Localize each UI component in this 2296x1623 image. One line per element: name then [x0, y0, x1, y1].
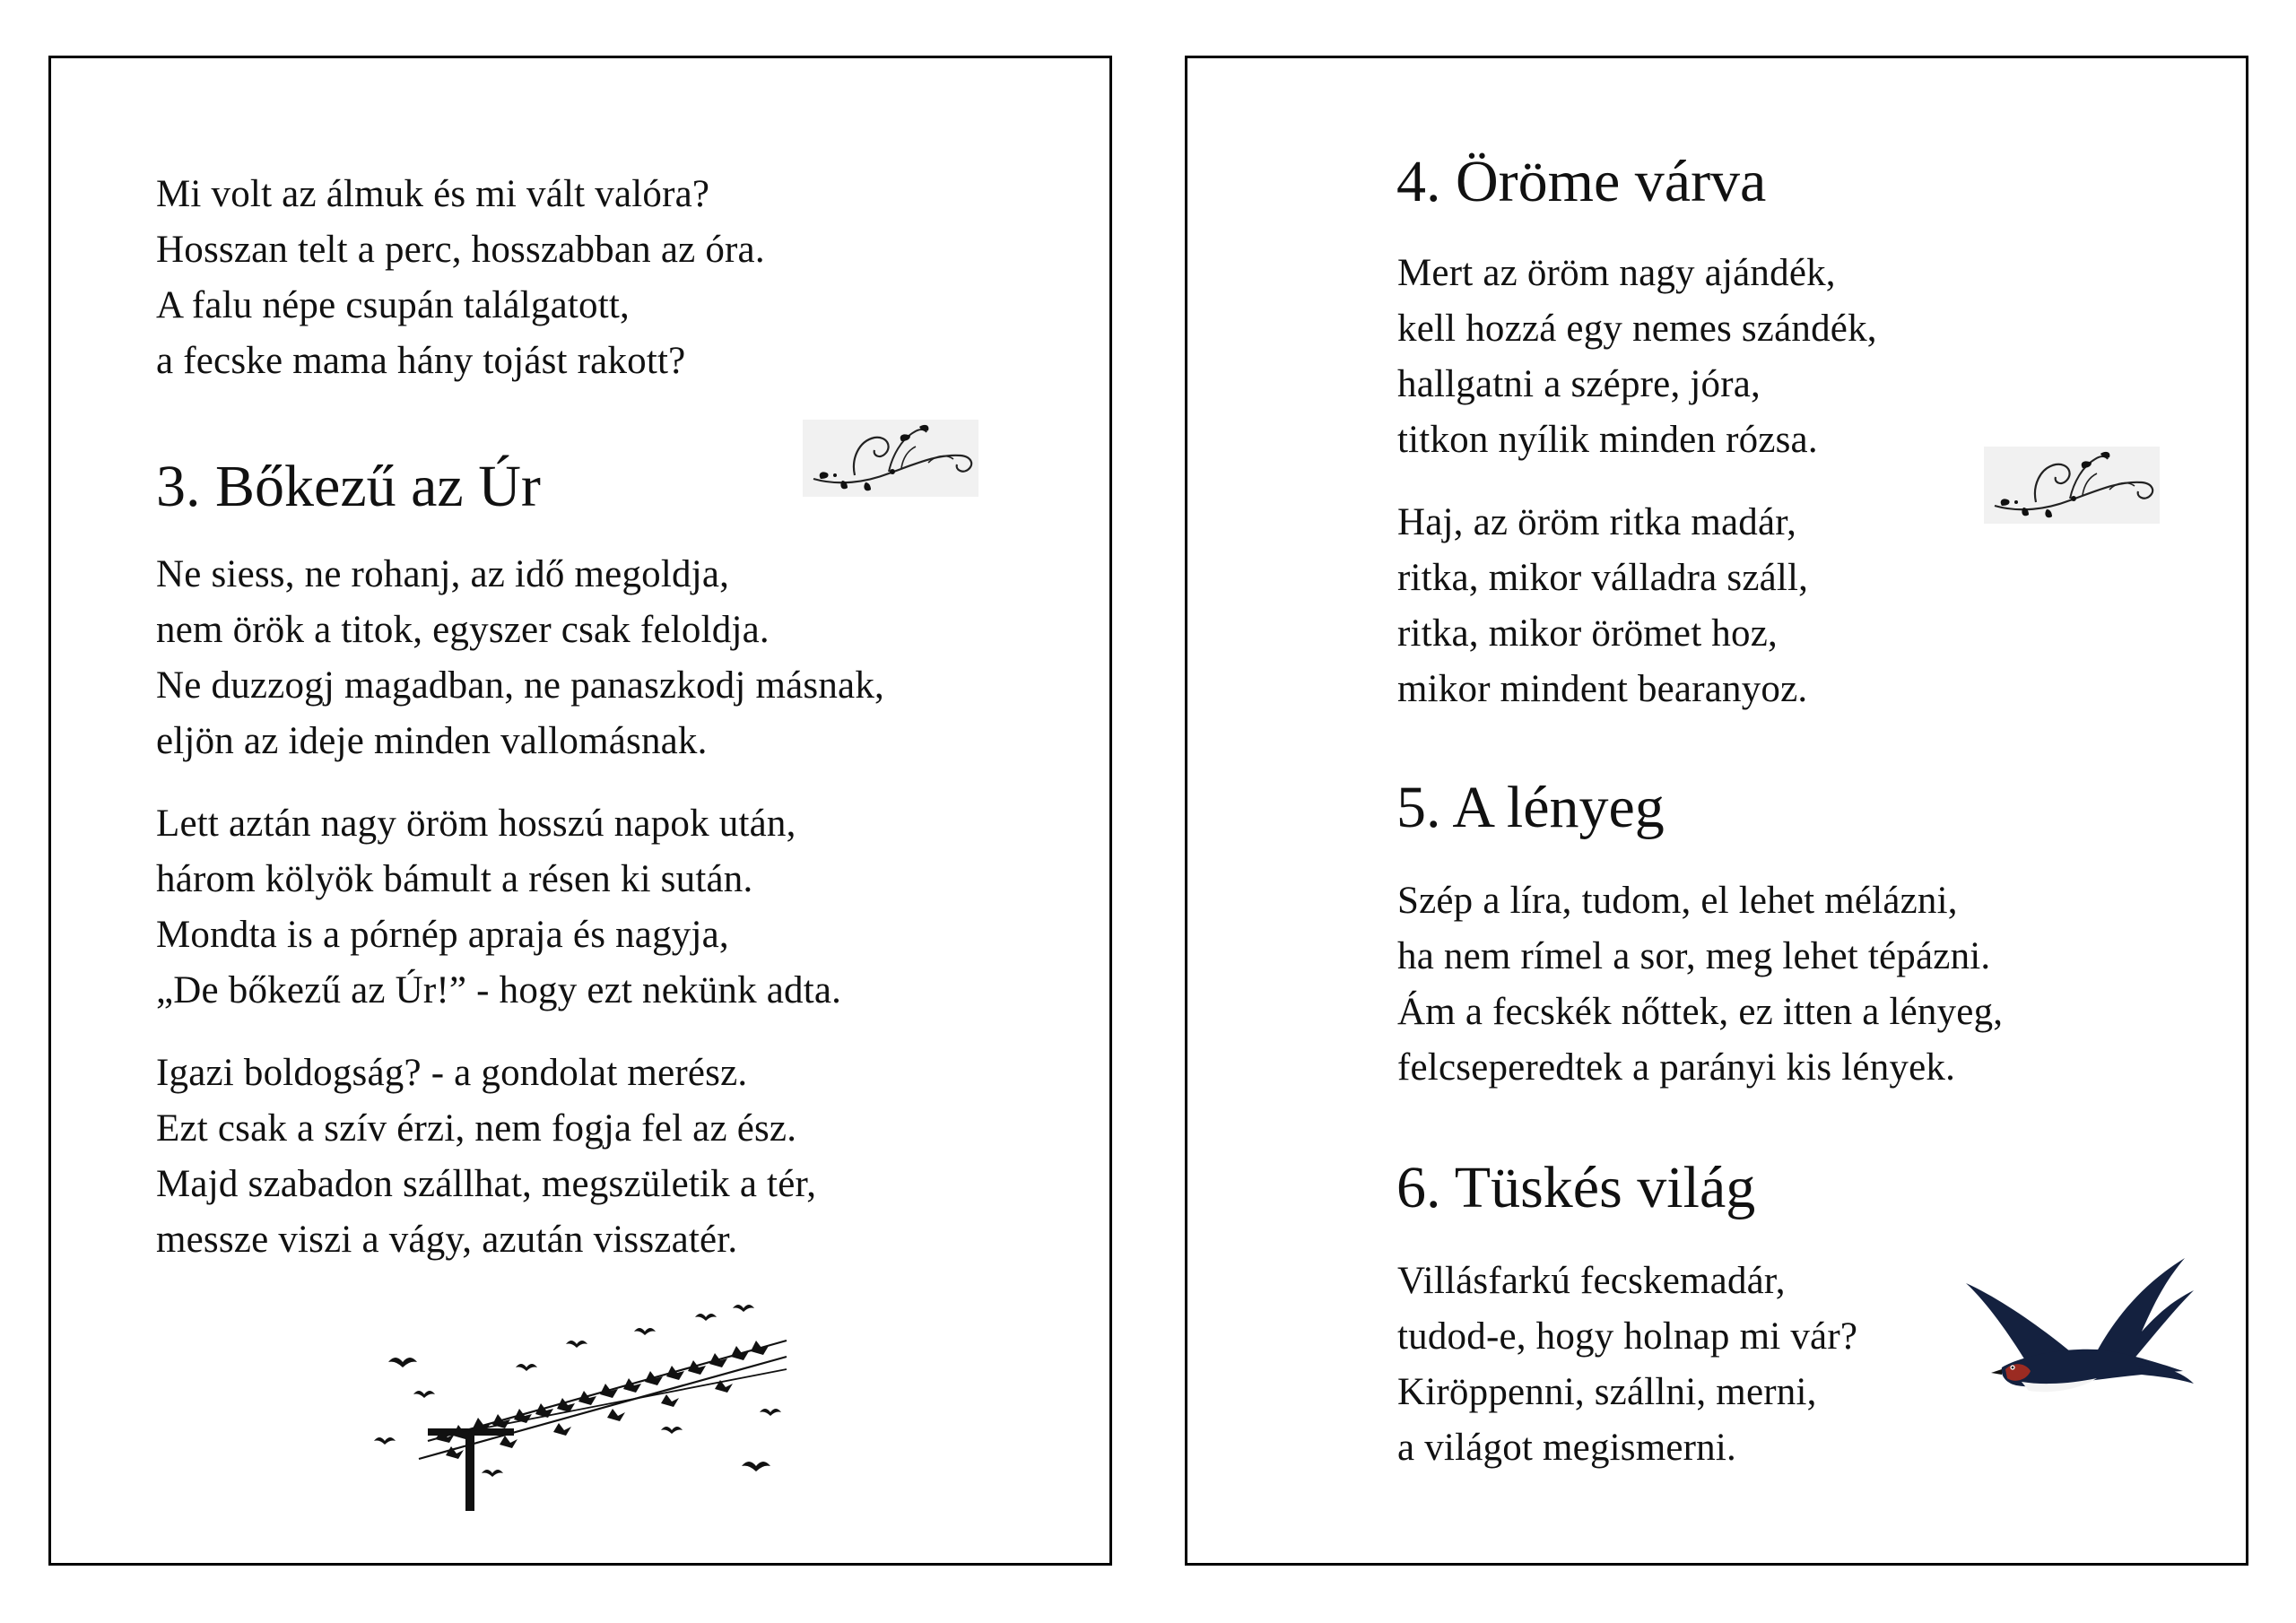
section-4-title: 4. Öröme várva [1396, 149, 1767, 214]
poem-line: a fecske mama hány tojást rakott? [156, 340, 686, 382]
floral-swirl-ornament-icon [1984, 447, 2160, 524]
poem-line: nem örök a titok, egyszer csak feloldja. [156, 609, 770, 651]
poem-line: Mi volt az álmuk és mi vált valóra? [156, 173, 710, 215]
poem-line: Majd szabadon szállhat, megszületik a tér, [156, 1163, 817, 1205]
poem-line: Haj, az öröm ritka madár, [1397, 501, 1797, 543]
right-page [1185, 56, 2248, 1566]
poem-line: Ezt csak a szív érzi, nem fogja fel az ész. [156, 1107, 797, 1150]
section-6-title: 6. Tüskés világ [1396, 1155, 1756, 1220]
poem-line: hallgatni a szépre, jóra, [1397, 363, 1761, 405]
right-page-content [1187, 58, 2246, 1563]
section-3-stanza-2 [156, 796, 841, 1019]
section-3-title: 3. Bőkezű az Úr [156, 454, 541, 519]
poem-line: ritka, mikor válladra száll, [1397, 557, 1809, 599]
poem-line: Villásfarkú fecskemadár, [1397, 1260, 1786, 1302]
poem-line: Hosszan telt a perc, hosszabban az óra. [156, 229, 765, 271]
swallow-bird-icon [1962, 1251, 2197, 1408]
poem-line: messze viszi a vágy, azután visszatér. [156, 1219, 738, 1261]
poem-line: Lett aztán nagy öröm hosszú napok után, [156, 803, 796, 845]
poem-line: kell hozzá egy nemes szándék, [1397, 308, 1877, 350]
poem-line: ha nem rímel a sor, meg lehet tépázni. [1397, 935, 1991, 977]
floral-swirl-ornament-icon [803, 420, 978, 497]
poem-line: „De bőkezű az Úr!” - hogy ezt nekünk adta. [156, 969, 842, 1011]
poem-line: Ne duzzogj magadban, ne panaszkodj másnak, [156, 664, 884, 707]
poem-line: mikor mindent bearanyoz. [1397, 668, 1808, 710]
section-5-title: 5. A lényeg [1396, 775, 1665, 840]
poem-line: eljön az ideje minden vallomásnak. [156, 720, 708, 762]
poem-line: felcseperedtek a parányi kis lények. [1397, 1046, 1956, 1089]
section-3-stanza-3 [156, 1046, 816, 1268]
poem-line: a világot megismerni. [1397, 1427, 1736, 1469]
poem-line: Ne siess, ne rohanj, az idő megoldja, [156, 553, 730, 595]
poem-line: tudod-e, hogy holnap mi vár? [1397, 1315, 1858, 1358]
section-5-stanza-1 [1397, 873, 2003, 1096]
poem-line: Szép a líra, tudom, el lehet mélázni, [1397, 880, 1958, 922]
poem-line: Mondta is a pórnép apraja és nagyja, [156, 914, 729, 956]
poem-line: Ám a fecskék nőttek, ez itten a lényeg, [1397, 991, 2004, 1033]
left-page [48, 56, 1112, 1566]
poem-line: ritka, mikor örömet hoz, [1397, 612, 1778, 655]
poem-line: három kölyök bámult a résen ki sután. [156, 858, 753, 900]
section-3-stanza-1 [156, 547, 884, 769]
section-4-stanza-1 [1397, 246, 1877, 468]
poem-line: Igazi boldogság? - a gondolat merész. [156, 1052, 748, 1094]
birds-on-wire-illustration-icon [365, 1305, 796, 1511]
poem-line: Mert az öröm nagy ajándék, [1397, 252, 1836, 294]
section-6-stanza-1 [1397, 1254, 1857, 1476]
poem-line: Kiröppenni, szállni, merni, [1397, 1371, 1817, 1413]
section-4-stanza-2 [1397, 495, 1808, 717]
poem-line: A falu népe csupán találgatott, [156, 284, 630, 326]
left-page-content [51, 58, 1109, 1563]
intro-stanza [156, 167, 765, 389]
poem-line: titkon nyílik minden rózsa. [1397, 419, 1818, 461]
